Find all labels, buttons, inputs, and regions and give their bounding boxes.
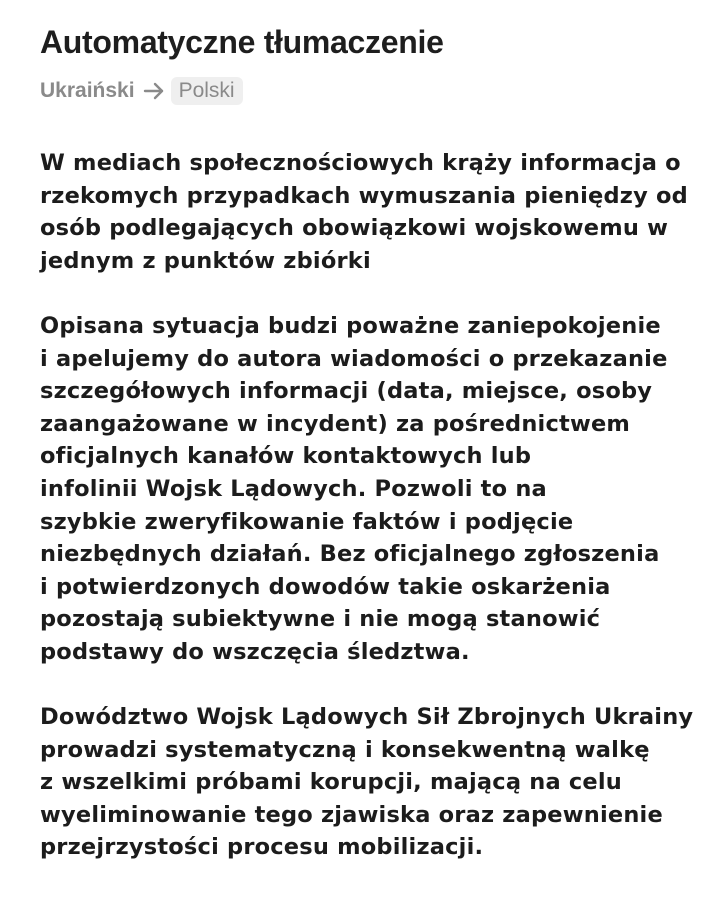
text-line: i potwierdzonych dowodów takie oskarżenia	[40, 573, 611, 600]
text-line: podstawy do wszczęcia śledztwa.	[40, 638, 470, 665]
source-language-label: Ukraiński	[40, 79, 135, 102]
text-line: z wszelkimi próbami korupcji, mającą na celu	[40, 769, 623, 796]
text-line: pozostają subiektywne i nie mogą stanowić	[40, 606, 601, 633]
text-line: W mediach społecznościowych krąży informacja o	[40, 150, 681, 176]
text-line: osób podlegających obowiązkowi wojskowemu w	[40, 215, 669, 242]
page-title: Automatyczne tłumaczenie	[40, 24, 444, 60]
translation-panel	[40, 20, 700, 897]
arrow-right-icon	[143, 81, 165, 101]
text-line: Opisana sytuacja budzi poważne zaniepokojenie	[40, 312, 661, 339]
paragraph-3	[40, 701, 700, 864]
text-line: zaangażowane w incydent) za pośrednictwem	[40, 410, 631, 437]
text-line: oficjalnych kanałów kontaktowych lub	[40, 443, 532, 470]
text-line: jednym z punktów zbiórki	[40, 247, 371, 274]
text-line: przejrzystości procesu mobilizacji.	[40, 834, 484, 861]
language-pair	[40, 74, 700, 108]
text-line: wyeliminowanie tego zjawiska oraz zapewnienie	[40, 801, 663, 828]
translated-text	[40, 147, 700, 864]
text-line: niezbędnych działań. Bez oficjalnego zgłoszenia	[40, 541, 660, 568]
text-line: szybkie zweryfikowanie faktów i podjęcie	[40, 508, 574, 535]
target-language-button[interactable]: Polski	[171, 77, 243, 105]
text-line: infolinii Wojsk Lądowych. Pozwoli to na	[40, 475, 547, 502]
text-line: Dowództwo Wojsk Lądowych Sił Zbrojnych Ukrainy	[40, 704, 694, 731]
text-line: prowadzi systematyczną i konsekwentną walkę	[40, 736, 650, 763]
text-line: szczegółowych informacji (data, miejsce, osoby	[40, 378, 653, 405]
paragraph-2	[40, 310, 700, 669]
paragraph-1	[40, 147, 700, 277]
text-line: i apelujemy do autora wiadomości o przekazanie	[40, 345, 668, 372]
text-line: rzekomych przypadkach wymuszania pieniędzy od	[40, 182, 688, 209]
